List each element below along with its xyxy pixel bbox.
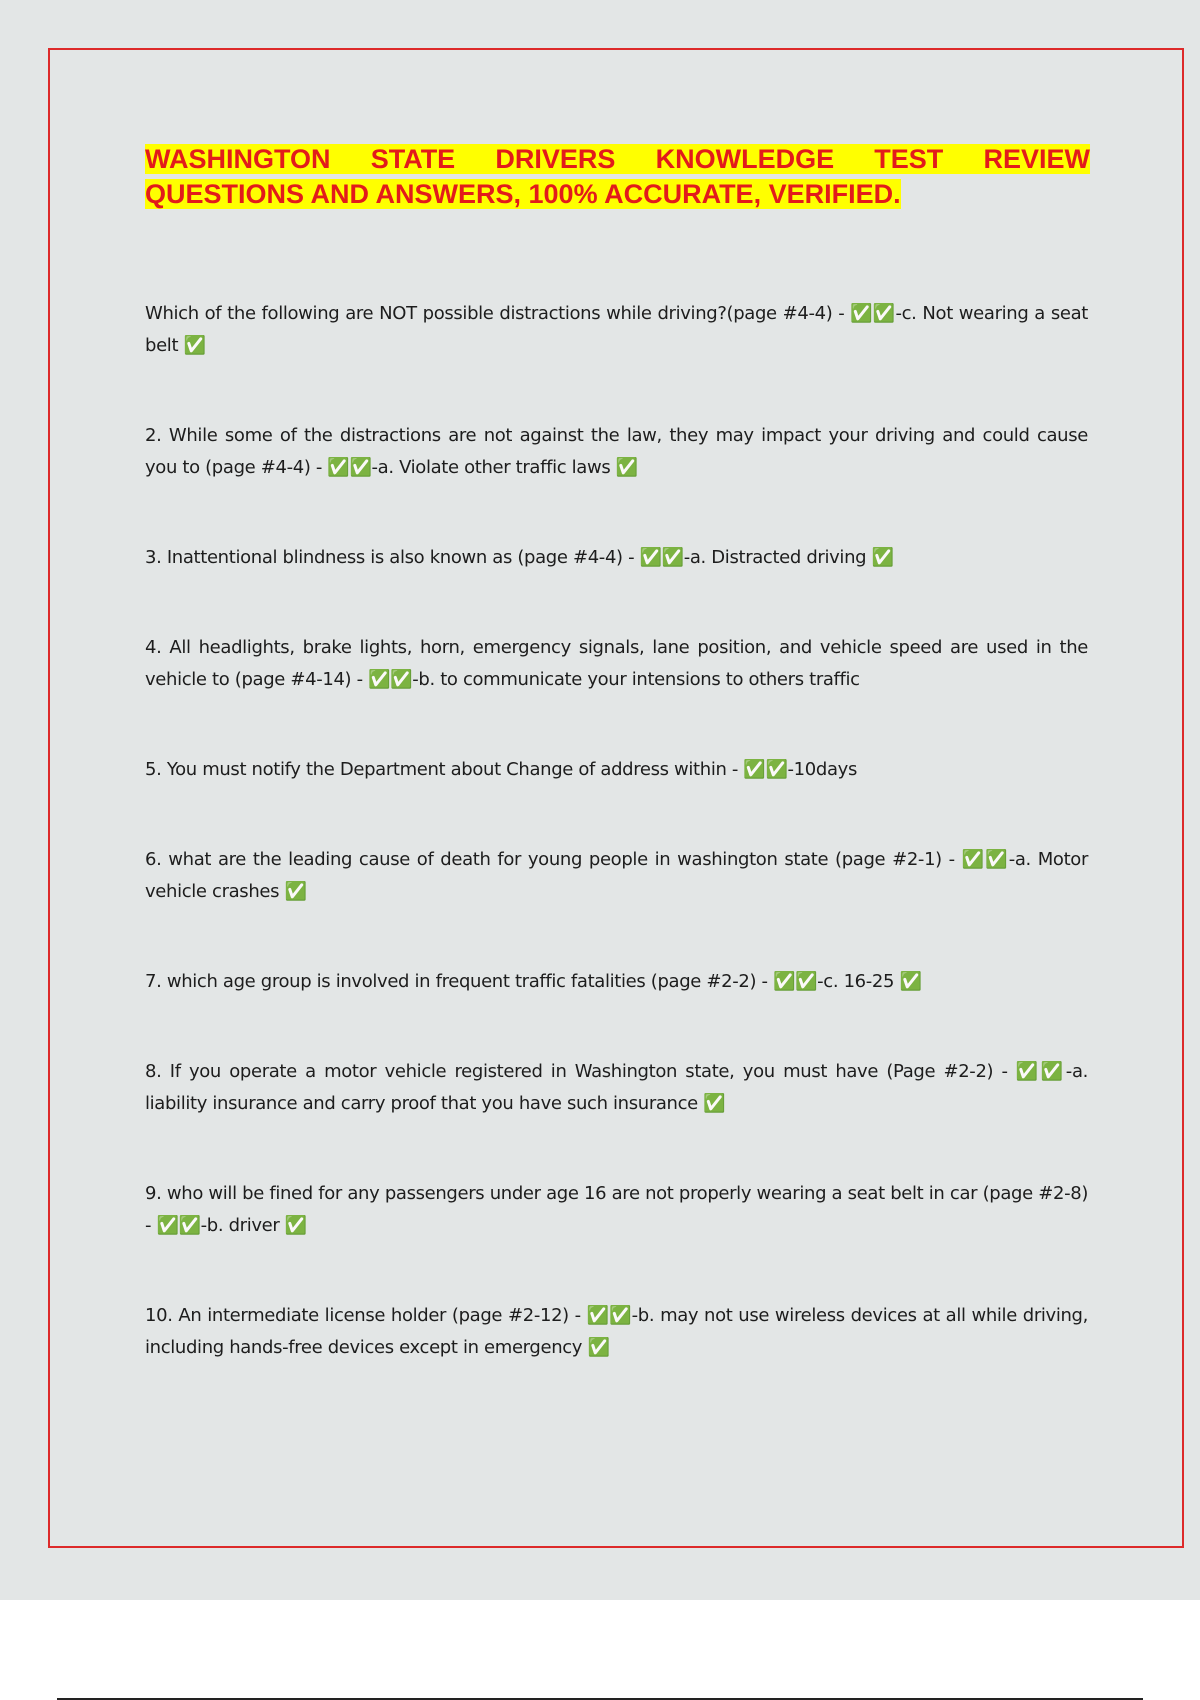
question-list [145,298,1088,1422]
question-item-7: 7. which age group is involved in frequent traffic fatalities (page #2-2) - ✅✅-c. 16-25 ✅ [145,971,922,992]
question-item-10: 10. An intermediate license holder (page #2-12) - ✅✅-b. may not use wireless devices at all while driving, including hands-free devices except in emergency ✅ [145,1305,1088,1358]
question-item-1: Which of the following are NOT possible distractions while driving?(page #4-4) - ✅✅-c. Not wearing a seat belt ✅ [145,303,1088,356]
question-item-2: 2. While some of the distractions are not against the law, they may impact your driving and could cause you to (page #4-4) - ✅✅-a. Violate other traffic laws ✅ [145,425,1088,478]
question-item-5: 5. You must notify the Department about Change of address within - ✅✅-10days [145,759,857,780]
question-item-8: 8. If you operate a motor vehicle registered in Washington state, you must have (Page #2-2) - ✅✅-a. liability insurance and carry proof that you have such insurance ✅ [145,1061,1088,1114]
document-title-highlight: WASHINGTON STATE DRIVERS KNOWLEDGE TEST REVIEW QUESTIONS AND ANSWERS, 100% ACCURATE, VERIFIED. [145,144,1090,209]
question-item-3: 3. Inattentional blindness is also known as (page #4-4) - ✅✅-a. Distracted driving ✅ [145,547,894,568]
document-title [145,142,1090,212]
question-item-9: 9. who will be fined for any passengers under age 16 are not properly wearing a seat belt in car (page #2-8) - ✅✅-b. driver ✅ [145,1183,1088,1236]
question-item-6: 6. what are the leading cause of death for young people in washington state (page #2-1) - ✅✅-a. Motor vehicle crashes ✅ [145,849,1088,902]
question-item-4: 4. All headlights, brake lights, horn, emergency signals, lane position, and vehicle speed are used in the vehicle to (page #4-14) - ✅✅-b. to communicate your intensions to others traffic [145,637,1088,690]
